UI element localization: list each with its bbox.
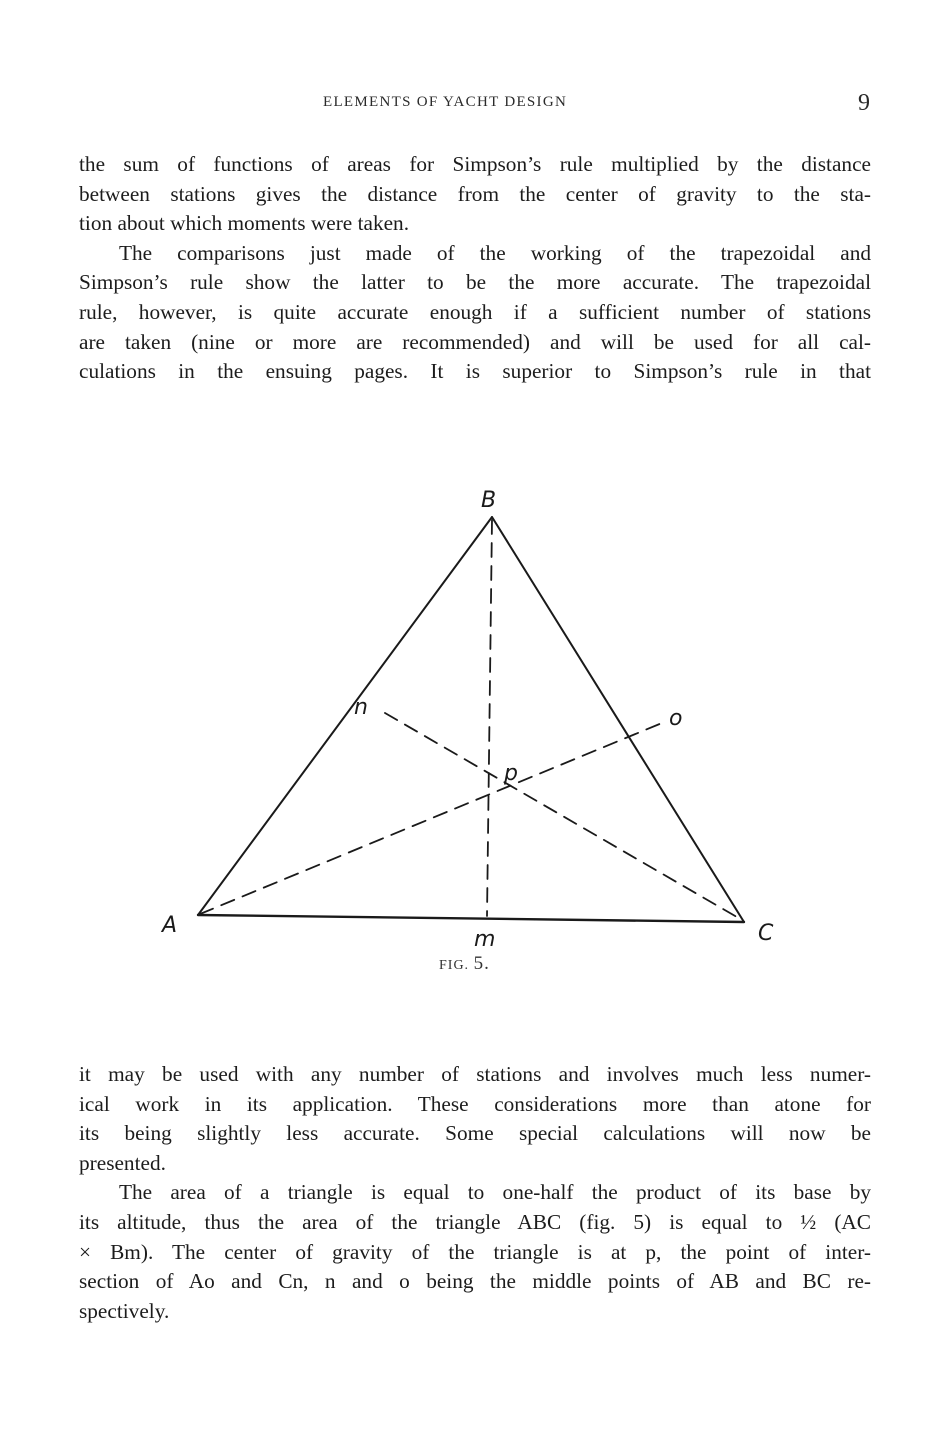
text-line: culations in the ensuing pages. It is superior to Simpson’s rule in that (79, 359, 871, 384)
text-line: ical work in its application. These considerations more than atone for (79, 1091, 871, 1116)
label-A: A (162, 913, 178, 938)
page-number: 9 (858, 90, 870, 116)
text-line: tion about which moments were taken. (79, 211, 410, 236)
paragraph-2 (79, 239, 871, 387)
label-n: n (354, 695, 368, 720)
text-line: its altitude, thus the area of the triangle ABC (fig. 5) is equal to ½ (AC (79, 1209, 871, 1234)
text-block-bottom (79, 1060, 871, 1326)
running-title: ELEMENTS OF YACHT DESIGN (323, 94, 568, 110)
text-line: rule, however, is quite accurate enough if a sufficient number of stations (79, 299, 871, 324)
caption-number: 5. (473, 953, 490, 974)
label-C: C (758, 921, 774, 946)
text-line: presented. (79, 1150, 166, 1175)
label-B: B (481, 488, 497, 513)
text-line: between stations gives the distance from the center of gravity to the sta- (79, 181, 871, 206)
figure-caption (439, 953, 490, 975)
text-line: spectively. (79, 1298, 170, 1323)
text-line: it may be used with any number of stations and involves much less numer- (79, 1062, 871, 1086)
text-line: its being slightly less accurate. Some special calculations will now be (79, 1121, 871, 1146)
text-line: The comparisons just made of the working of the trapezoidal and (119, 240, 871, 265)
text-line: are taken (nine or more are recommended) and will be used for all cal- (79, 329, 871, 354)
paragraph-3 (79, 1060, 871, 1178)
text-line: × Bm). The center of gravity of the triangle is at p, the point of inter- (79, 1239, 871, 1264)
caption-prefix: FIG. (439, 958, 470, 973)
text-line: section of Ao and Cn, n and o being the middle points of AB and BC re- (79, 1269, 871, 1294)
text-block-top (79, 150, 871, 387)
text-line: The area of a triangle is equal to one-half the product of its base by (119, 1180, 871, 1205)
text-line: Simpson’s rule show the latter to be the more accurate. The trapezoidal (79, 270, 871, 295)
paragraph-4 (79, 1178, 871, 1326)
label-p: p (504, 761, 518, 786)
label-o: o (669, 706, 683, 731)
label-m: m (474, 927, 496, 952)
text-line: the sum of functions of areas for Simpson’s rule multiplied by the distance (79, 152, 871, 176)
paragraph-1 (79, 150, 871, 239)
